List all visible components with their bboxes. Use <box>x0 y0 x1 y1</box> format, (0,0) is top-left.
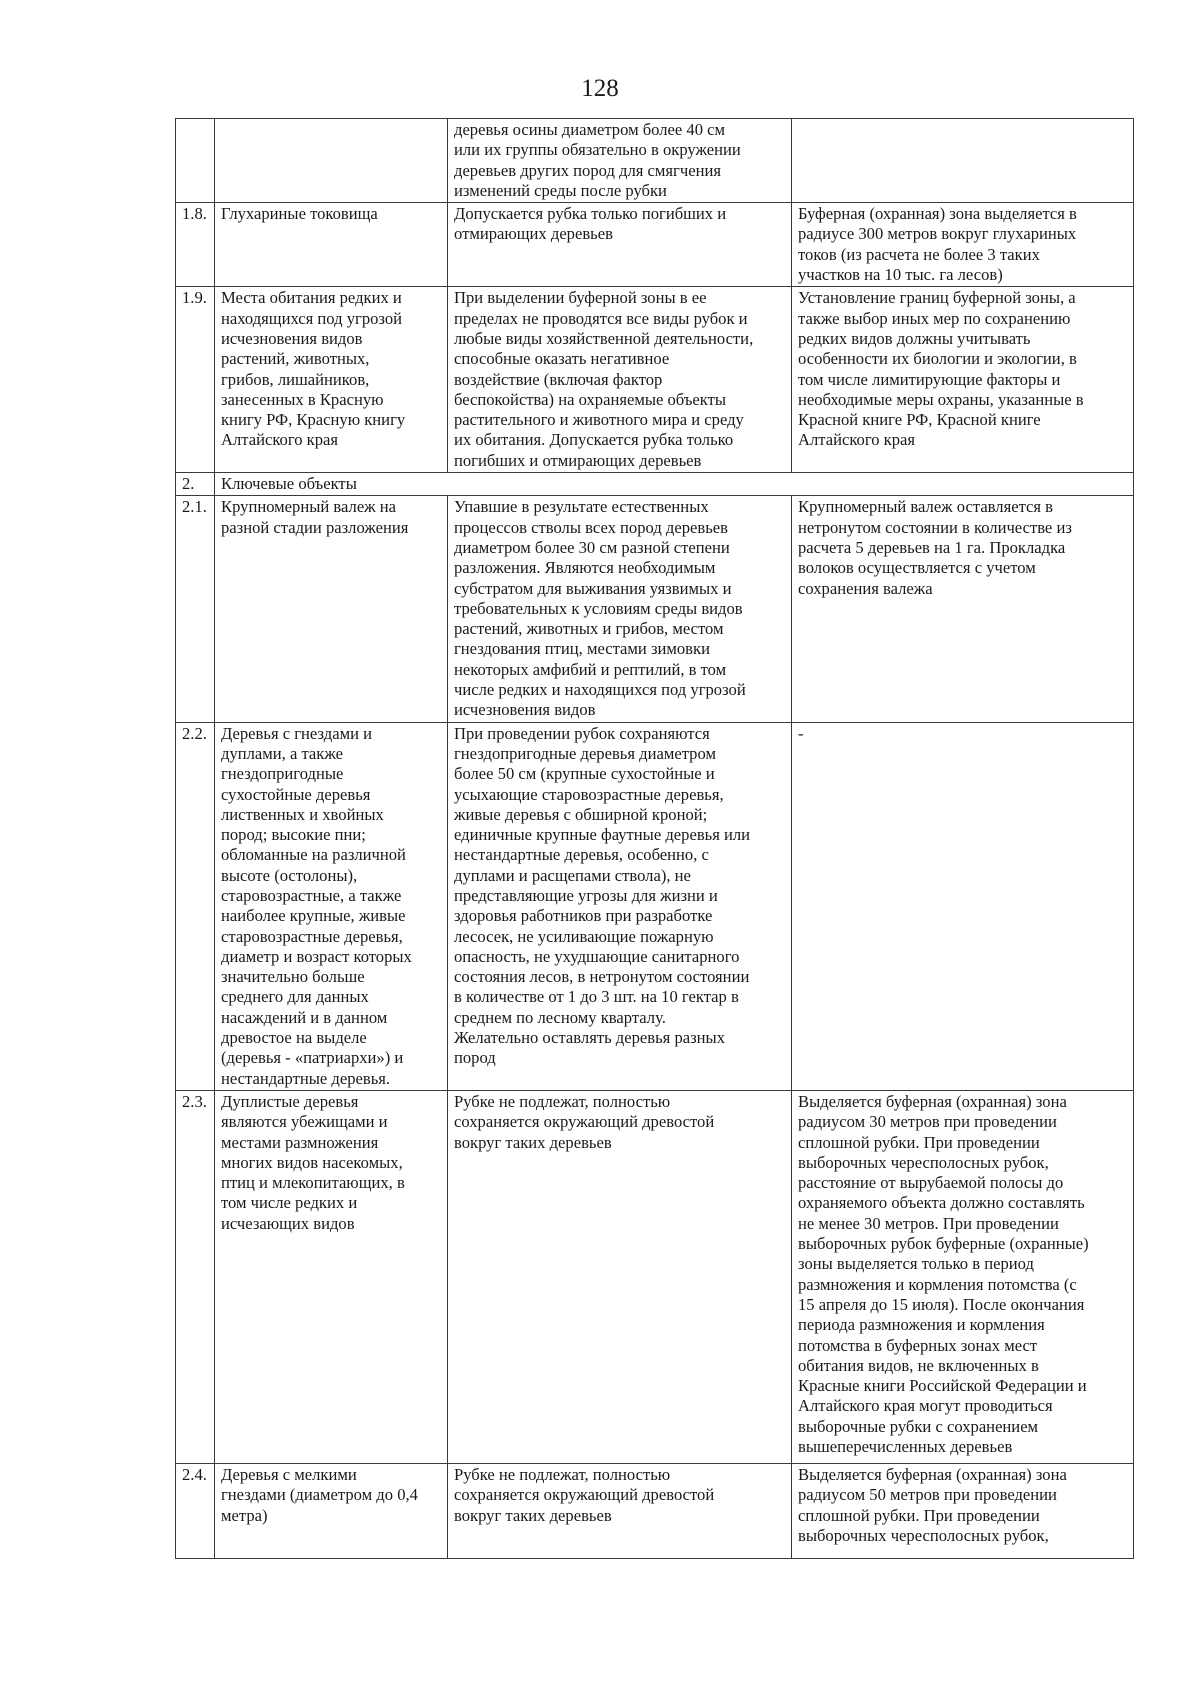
protected-objects-table <box>175 118 1134 1559</box>
requirement-cell <box>448 203 792 287</box>
row-number-cell <box>176 473 215 496</box>
buffer-text: Буферная (охранная) зона выделяется в радиусе 300 метров вокруг глухариных токов (из расчета не более 3 таких участков на 10 тыс. га лесов) <box>798 204 1077 285</box>
buffer-cell <box>792 1463 1134 1558</box>
section-title: Ключевые объекты <box>221 474 357 494</box>
table-row <box>176 1463 1134 1558</box>
requirement-text: При проведении рубок сохраняются гнездопригодные деревья диаметром более 50 см (крупные сухостойные и усыхающие старовозрастные деревья, живые деревья с обширной кроной; единичные крупные фаутные деревья или нестандартные деревья, особенно, с дуплами и расщепами ствола), не представляющие угрозы для жизни и здоровья работников при разработке лесосек, не усиливающие пожарную опасность, не ухудшающие санитарного состояния лесов, в нетронутом состоянии в количестве от 1 до 3 шт. на 10 гектар в среднем по лесному кварталу. Желательно оставлять деревья разных пород <box>454 723 751 1068</box>
requirement-text: Рубке не подлежат, полностью сохраняется окружающий древостой вокруг таких деревьев <box>454 1091 715 1152</box>
section-title-cell <box>215 473 1134 496</box>
row-number-cell <box>176 496 215 722</box>
table-row <box>176 1090 1134 1463</box>
object-name: Деревья с гнездами и дуплами, а также гнездопригодные сухостойные деревья лиственных и хвойных пород; высокие пни; обломанные на различной высоте (остолоны), старовозрастные, а также наиболее крупные, живые старовозрастные деревья, диаметр и возраст которых значительно больше среднего для данных насаждений и в данном древостое на выделе (деревья - «патриархи») и нестандартные деревья. <box>221 723 412 1088</box>
object-cell <box>215 722 448 1090</box>
requirement-text: Упавшие в результате естественных процессов стволы всех пород деревьев диаметром более 30 см разной степени разложения. Являются необходимым субстратом для выживания уязвимых и требовательных к условиям среды видов растений, животных и грибов, местом гнездования птиц, местами зимовки некоторых амфибий и рептилий, в том числе редких и находящихся под угрозой исчезновения видов <box>454 497 746 720</box>
buffer-text: Выделяется буферная (охранная) зона радиусом 30 метров при проведении сплошной рубки. При проведении выборочных чересполосных рубок, расстояние от вырубаемой полосы до охраняемого объекта должно составлять не менее 30 метров. При проведении выборочных рубок буферные (охранные) зоны выделяется только в период размножения и кормления потомства (с 15 апреля до 15 июля). После окончания периода размножения и кормления потомства в буферных зонах мест обитания видов, не включенных в Красные книги Российской Федерации и Алтайского края могут проводиться выборочные рубки с сохранением вышеперечисленных деревьев <box>798 1091 1089 1456</box>
requirement-cell <box>448 1463 792 1558</box>
row-number: 1.9. <box>182 288 207 308</box>
row-number: 2.2. <box>182 723 207 743</box>
row-number: 2.1. <box>182 497 207 517</box>
buffer-cell <box>792 287 1134 473</box>
table-row <box>176 722 1134 1090</box>
requirement-text: деревья осины диаметром более 40 см или их группы обязательно в окружении деревьев других пород для смягчения изменений среды после рубки <box>454 120 741 200</box>
table-row <box>176 203 1134 287</box>
buffer-text: - <box>798 723 804 743</box>
row-number-cell <box>176 1090 215 1463</box>
requirement-cell <box>448 722 792 1090</box>
requirement-cell <box>448 496 792 722</box>
requirement-text: При выделении буферной зоны в ее пределах не проводятся все виды рубок и любые виды хозяйственной деятельности, способные оказать негативное воздействие (включая фактор беспокойства) на охраняемые объекты растительного и животного мира и среду их обитания. Допускается рубка только погибших и отмирающих деревьев <box>454 288 754 470</box>
object-cell <box>215 1090 448 1463</box>
buffer-cell <box>792 496 1134 722</box>
object-cell <box>215 1463 448 1558</box>
table-row <box>176 119 1134 203</box>
buffer-cell <box>792 1090 1134 1463</box>
buffer-text: Выделяется буферная (охранная) зона радиусом 50 метров при проведении сплошной рубки. При проведении выборочных чересполосных рубок, <box>798 1464 1067 1545</box>
object-name: Крупномерный валеж на разной стадии разложения <box>221 497 409 537</box>
object-cell <box>215 203 448 287</box>
section-number: 2. <box>182 474 195 494</box>
row-number-cell <box>176 119 215 203</box>
object-cell <box>215 287 448 473</box>
section-row <box>176 473 1134 496</box>
requirement-cell <box>448 1090 792 1463</box>
object-name: Места обитания редких и находящихся под угрозой исчезновения видов растений, животных, грибов, лишайников, занесенных в Красную книгу РФ, Красную книгу Алтайского края <box>221 288 406 450</box>
row-number: 2.4. <box>182 1464 207 1484</box>
row-number-cell <box>176 1463 215 1558</box>
buffer-cell <box>792 203 1134 287</box>
object-name: Глухариные токовища <box>221 204 378 224</box>
buffer-cell <box>792 119 1134 203</box>
row-number-cell <box>176 287 215 473</box>
table-row <box>176 496 1134 722</box>
row-number: 1.8. <box>182 204 207 224</box>
buffer-cell <box>792 722 1134 1090</box>
requirement-text: Рубке не подлежат, полностью сохраняется окружающий древостой вокруг таких деревьев <box>454 1464 715 1525</box>
requirement-cell <box>448 287 792 473</box>
buffer-text: Крупномерный валеж оставляется в нетронутом состоянии в количестве из расчета 5 деревьев на 1 га. Прокладка волоков осуществляется с учетом сохранения валежа <box>798 497 1072 598</box>
object-name: Дуплистые деревья являются убежищами и местами размножения многих видов насекомых, птиц и млекопитающих, в том числе редких и исчезающих видов <box>221 1091 405 1233</box>
page-number: 128 <box>581 75 619 102</box>
object-cell <box>215 496 448 722</box>
row-number-cell <box>176 722 215 1090</box>
requirement-text: Допускается рубка только погибших и отмирающих деревьев <box>454 204 727 244</box>
requirement-cell <box>448 119 792 203</box>
object-cell <box>215 119 448 203</box>
row-number-cell <box>176 203 215 287</box>
row-number: 2.3. <box>182 1091 207 1111</box>
buffer-text: Установление границ буферной зоны, а также выбор иных мер по сохранению редких видов должны учитывать особенности их биологии и экологии, в том числе лимитирующие факторы и необходимые меры охраны, указанные в Красной книге РФ, Красной книге Алтайского края <box>798 288 1084 450</box>
table-row <box>176 287 1134 473</box>
object-name: Деревья с мелкими гнездами (диаметром до 0,4 метра) <box>221 1464 418 1525</box>
